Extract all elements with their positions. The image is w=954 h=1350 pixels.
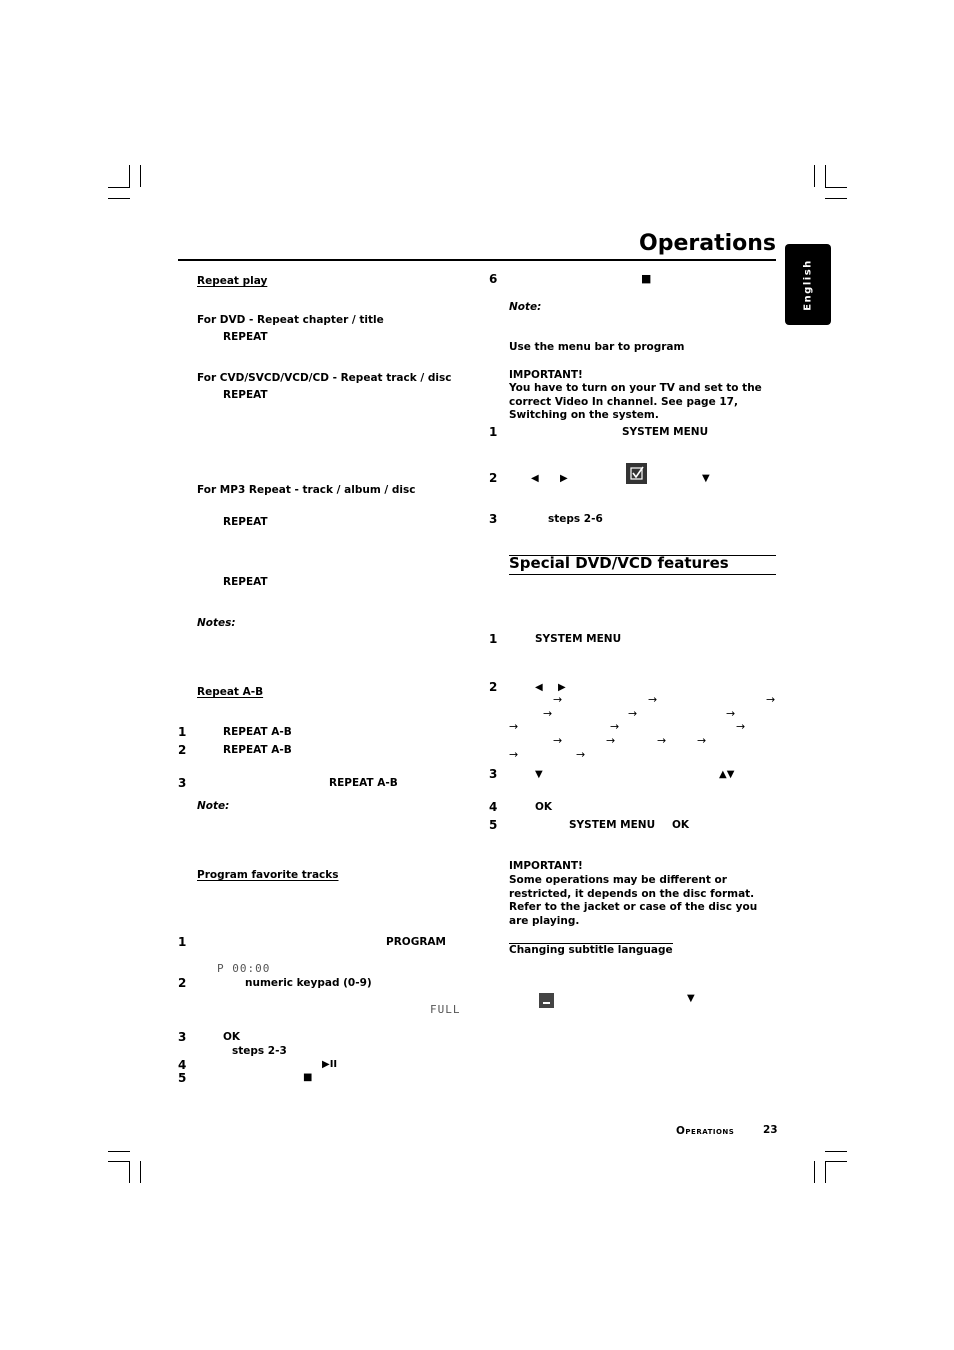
step-number: 3	[489, 767, 498, 781]
dvd-repeat-heading: For DVD - Repeat chapter / title	[197, 314, 384, 326]
mp3-repeat-heading: For MP3 Repeat - track / album / disc	[197, 484, 416, 496]
important-label-2: IMPORTANT!	[509, 860, 583, 872]
down-arrow-icon: ▼	[687, 993, 695, 1004]
menu-sequence-arrow: →	[726, 707, 736, 720]
stop-icon: ■	[303, 1072, 313, 1083]
menu-sequence-arrow: →	[657, 734, 667, 747]
menu-sequence-arrow: →	[610, 720, 620, 733]
repeat-ab-key-1: REPEAT A-B	[223, 726, 292, 738]
menu-sequence-arrow: →	[553, 693, 563, 706]
menu-sequence-arrow: →	[509, 748, 519, 761]
step-number: 1	[489, 632, 498, 646]
page-number: 23	[763, 1124, 778, 1136]
step-number: 2	[178, 743, 187, 757]
repeat-play-heading: Repeat play	[197, 275, 268, 287]
left-arrow-icon: ◀	[531, 473, 539, 484]
step-number: 1	[178, 935, 187, 949]
crop-mark-bottom-left	[108, 1148, 148, 1184]
step-number: 4	[178, 1058, 187, 1072]
important-label-1: IMPORTANT!	[509, 369, 583, 381]
ok-key-right-1: OK	[535, 801, 553, 813]
note-label-right: Note:	[509, 301, 542, 313]
menu-sequence-arrow: →	[648, 693, 658, 706]
step-number: 3	[178, 1030, 187, 1044]
down-arrow-icon: ▼	[702, 473, 710, 484]
crop-mark-bottom-right	[810, 1148, 850, 1184]
special-features-underline	[509, 574, 776, 575]
program-key: PROGRAM	[386, 936, 446, 948]
right-arrow-icon: ▶	[558, 682, 566, 693]
left-arrow-icon: ◀	[535, 682, 543, 693]
important-text-2: Some operations may be different or restricted, it depends on the disc format. Refer to the jacket or case of the disc you are playing.	[509, 874, 758, 927]
menu-sequence-arrow: →	[543, 707, 553, 720]
lcd-program-display: P 00:00	[217, 962, 271, 975]
up-down-arrow-icon: ▲▼	[719, 769, 735, 780]
checkbox-icon	[626, 463, 647, 484]
cvd-repeat-heading: For CVD/SVCD/VCD/CD - Repeat track / disc	[197, 372, 452, 384]
lcd-full-display: FULL	[430, 1003, 461, 1016]
footer-section: Operations	[676, 1125, 735, 1137]
subtitle-language-heading: Changing subtitle language	[509, 944, 673, 956]
step-number: 4	[489, 800, 498, 814]
repeat-key-3: REPEAT	[223, 516, 268, 528]
step-number: 3	[489, 512, 498, 526]
header-rule	[178, 259, 776, 261]
step-number: 1	[178, 725, 187, 739]
system-menu-key-2: SYSTEM MENU	[535, 633, 622, 645]
step-number: 6	[489, 272, 498, 286]
step-number: 2	[178, 976, 187, 990]
menu-sequence-arrow: →	[553, 734, 563, 747]
menu-bar-program-heading: Use the menu bar to program	[509, 341, 685, 353]
repeat-key-4: REPEAT	[223, 576, 268, 588]
system-menu-key-1: SYSTEM MENU	[622, 426, 709, 438]
menu-sequence-arrow: →	[766, 693, 776, 706]
menu-sequence-arrow: →	[697, 734, 707, 747]
step-number: 5	[178, 1071, 187, 1085]
language-tab-label: English	[802, 258, 814, 311]
step-number: 1	[489, 425, 498, 439]
menu-sequence-arrow: →	[736, 720, 746, 733]
system-menu-key-3: SYSTEM MENU	[569, 819, 656, 831]
special-features-heading: Special DVD/VCD features	[509, 554, 729, 572]
repeat-key-2: REPEAT	[223, 389, 268, 401]
steps-2-3-label: steps 2-3	[232, 1045, 287, 1057]
page-title: Operations	[639, 231, 776, 256]
step-number: 2	[489, 471, 498, 485]
language-tab	[785, 244, 831, 325]
important-text-1: You have to turn on your TV and set to the correct Video In channel. See page 17, Switching on the system.	[509, 382, 762, 422]
repeat-ab-key-2: REPEAT A-B	[223, 744, 292, 756]
menu-sequence-arrow: →	[628, 707, 638, 720]
ok-key-left: OK	[223, 1031, 241, 1043]
stop-icon: ■	[641, 272, 652, 285]
menu-sequence-arrow: →	[606, 734, 616, 747]
step-number: 2	[489, 680, 498, 694]
ok-key-right-2: OK	[672, 819, 690, 831]
repeat-key-1: REPEAT	[223, 331, 268, 343]
step-number: 5	[489, 818, 498, 832]
right-arrow-icon: ▶	[560, 473, 568, 484]
menu-sequence-arrow: →	[576, 748, 586, 761]
repeat-ab-heading: Repeat A-B	[197, 686, 264, 698]
repeat-ab-key-3: REPEAT A-B	[329, 777, 398, 789]
subtitle-icon	[539, 993, 554, 1008]
steps-2-6-label: steps 2-6	[548, 513, 603, 525]
step-number: 3	[178, 776, 187, 790]
menu-sequence-arrow: →	[509, 720, 519, 733]
crop-mark-top-right	[810, 165, 850, 201]
numeric-keypad-label: numeric keypad (0-9)	[245, 977, 372, 989]
notes-label: Notes:	[197, 617, 236, 629]
program-tracks-heading: Program favorite tracks	[197, 869, 339, 881]
crop-mark-top-left	[108, 165, 148, 201]
play-pause-icon: ▶II	[322, 1059, 338, 1070]
note-label-left: Note:	[197, 800, 230, 812]
down-arrow-icon: ▼	[535, 769, 543, 780]
